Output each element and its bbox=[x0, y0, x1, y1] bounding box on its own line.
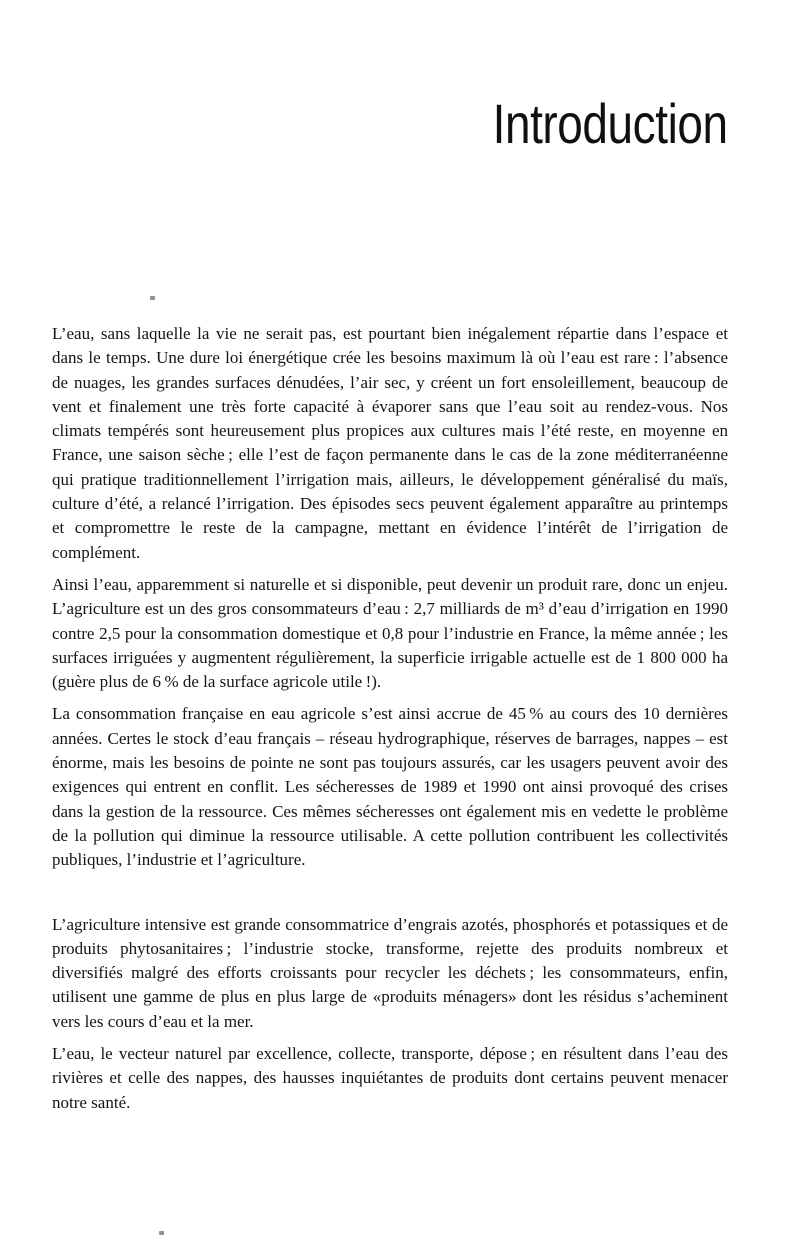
chapter-title: Introduction bbox=[492, 92, 728, 155]
paragraph-3: La consommation française en eau agricole s’est ainsi accrue de 45 % au cours des 10 dernières années. Certes le stock d’eau français – réseau hydrographique, réserves de barrages, nappes – est énorme, mais les besoins de pointe ne sont pas toujours assurés, car les usagers peuvent avoir des exigences qui entrent en conflit. Les sécheresses de 1989 et 1990 ont ainsi provoqué des crises dans la gestion de la ressource. Ces mêmes sécheresses ont également mis en vedette le problème de la pollution qui diminue la ressource utilisable. A cette pollution contribuent les collectivités publiques, l’industrie et l’agriculture. bbox=[52, 704, 728, 870]
paragraph-4: L’agriculture intensive est grande consommatrice d’engrais azotés, phosphorés et potassiques et de produits phytosanitaires ; l’industrie stocke, transforme, rejette des produits nombreux et diversifiés malgré des efforts croissants pour recycler les déchets ; les consommateurs, enfin, utilisent une gamme de plus en plus large de «produits ménagers» dont les résidus s’acheminent vers les cours d’eau et la mer. bbox=[52, 914, 728, 1031]
scan-speck bbox=[150, 296, 155, 300]
chapter-body bbox=[52, 322, 728, 1115]
paragraph-2: Ainsi l’eau, apparemment si naturelle et si disponible, peut devenir un produit rare, donc un enjeu. L’agriculture est un des gros consommateurs d’eau : 2,7 milliards de m³ d’eau d’irrigation en 1990 contre 2,5 pour la consommation domestique et 0,8 pour l’industrie en France, la même année ; les surfaces irriguées y augmentent régulièrement, la superficie irrigable actuelle est de 1 800 000 ha (guère plus de 6 % de la surface agricole utile !). bbox=[52, 574, 728, 692]
paragraph-5: L’eau, le vecteur naturel par excellence, collecte, transporte, dépose ; en résultent dans l’eau des rivières et celle des nappes, des hausses inquiétantes de produits dont certains peuvent menacer notre santé. bbox=[52, 1044, 728, 1112]
paragraph-1: L’eau, sans laquelle la vie ne serait pas, est pourtant bien inégalement répartie dans l’espace et dans le temps. Une dure loi énergétique crée les besoins maximum là où l’eau est rare : l’absence de nuages, les grandes surfaces dénudées, l’air sec, y créent un fort ensoleillement, beaucoup de vent et finalement une très forte capacité à évaporer sans que l’eau soit au rendez-vous. Nos climats tempérés sont heureusement plus propices aux cultures mais l’été reste, en moyenne en France, une saison sèche ; elle l’est de façon permanente dans le cas de la zone méditerranéenne qui pratique traditionnellement l’irrigation mais, ailleurs, le développement généralisé du maïs, culture d’été, a relancé l’irrigation. Des épisodes secs peuvent également apparaître au printemps et compromettre le reste de la campagne, mettant en évidence l’intérêt de l’irrigation de complément. bbox=[52, 324, 728, 562]
scan-speck bbox=[159, 1231, 164, 1235]
